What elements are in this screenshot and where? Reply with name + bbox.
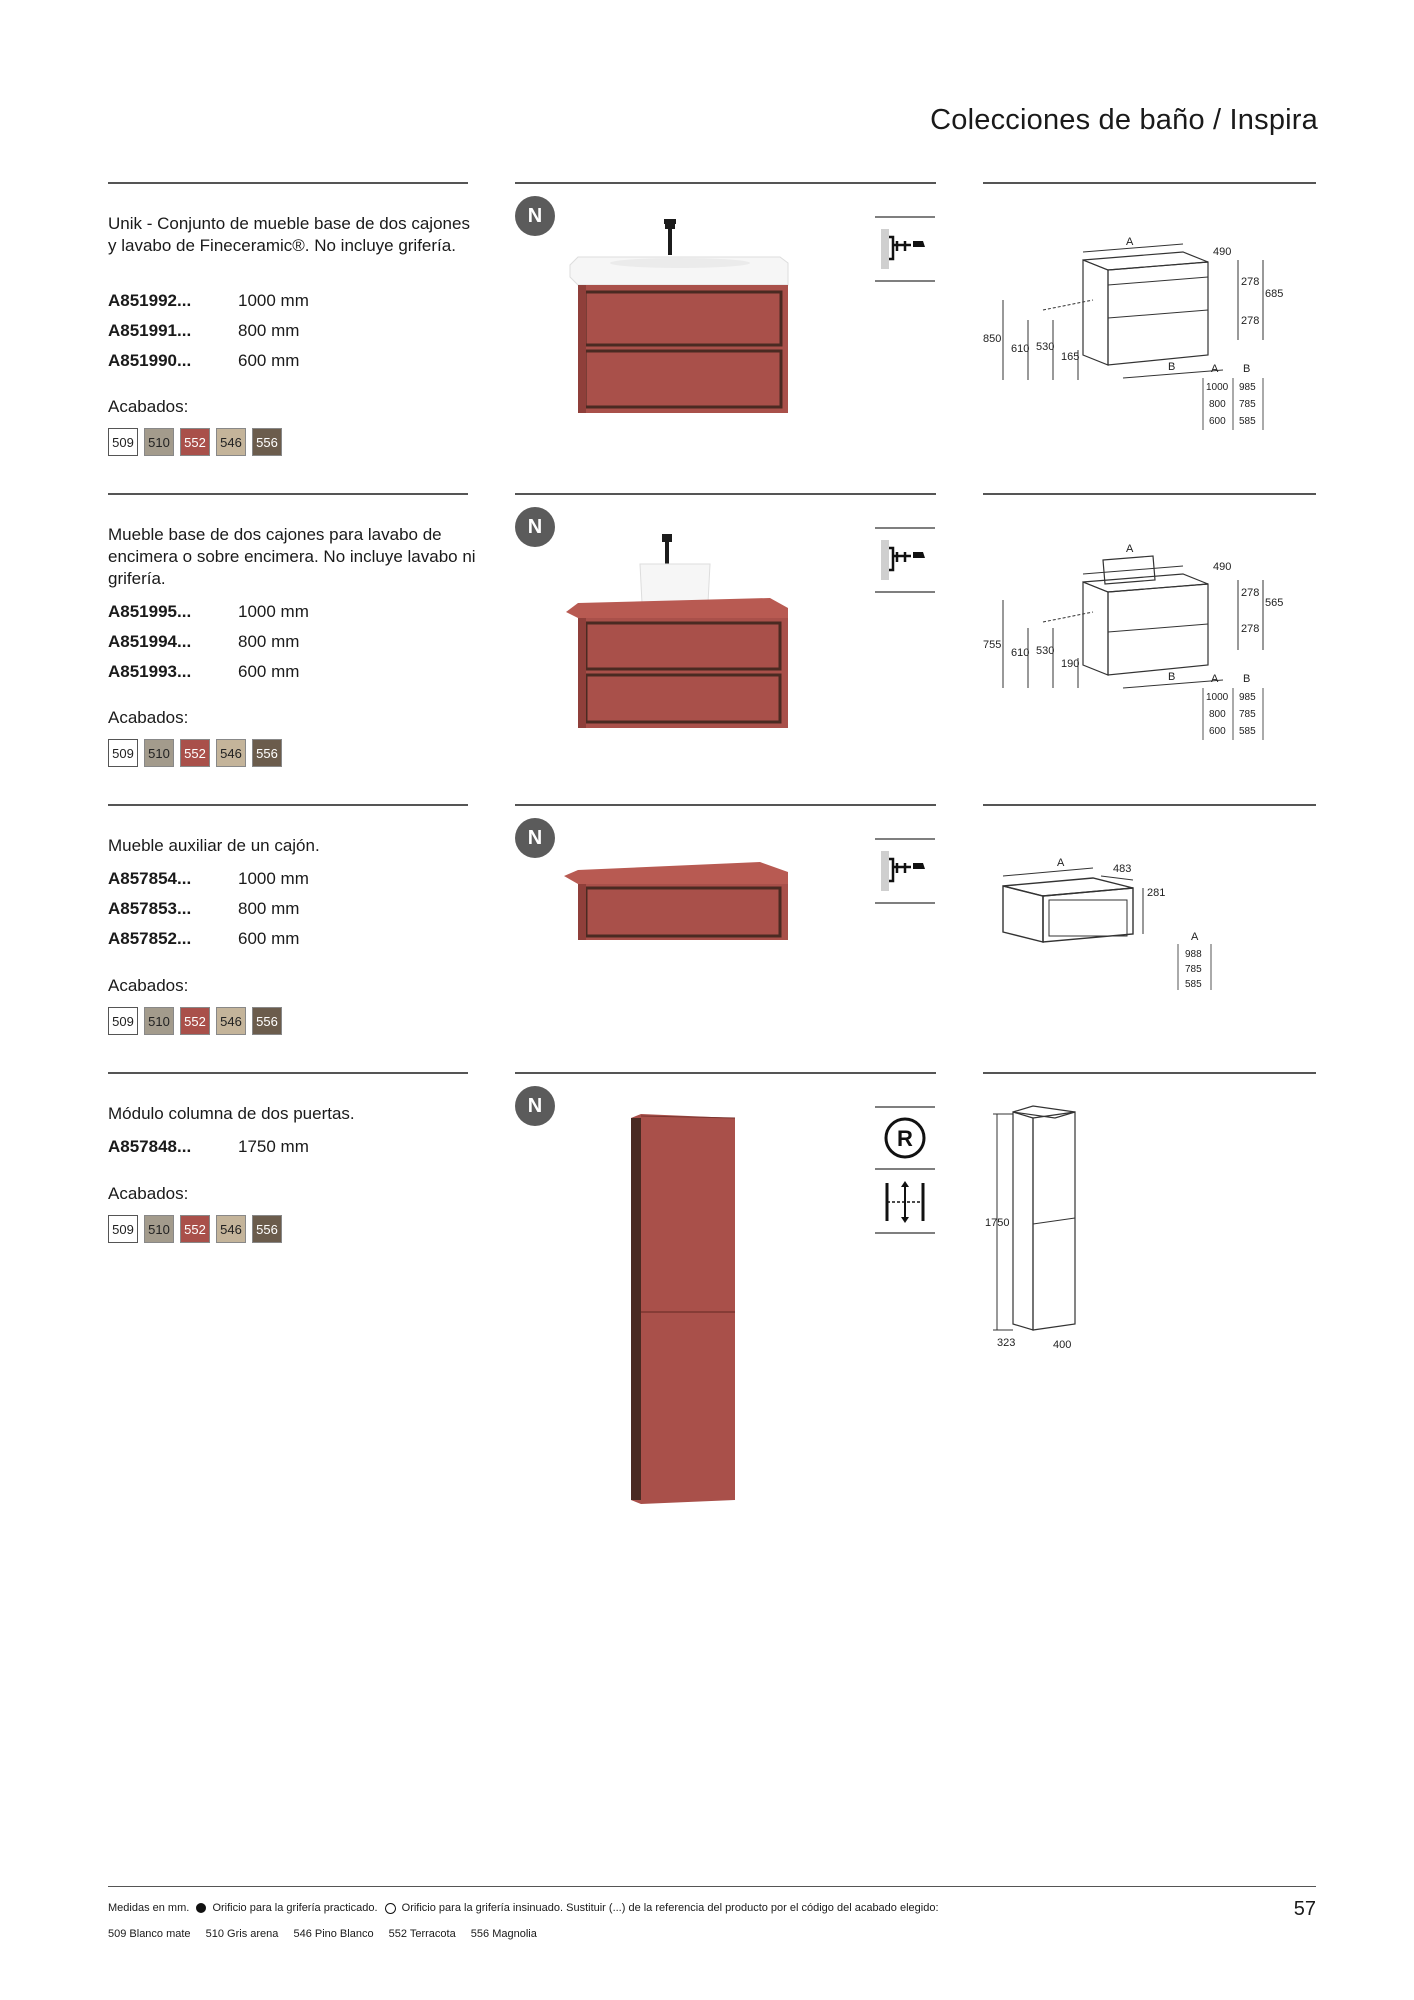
product-size: 600 mm	[238, 929, 300, 948]
code-row	[108, 597, 468, 627]
dim-label: 400	[1053, 1339, 1072, 1350]
empty-circle-icon	[385, 1903, 396, 1914]
divider	[983, 182, 1316, 184]
dim-label: 165	[1061, 351, 1080, 363]
finish-swatches	[108, 1215, 282, 1243]
dim-label: 483	[1113, 863, 1132, 875]
dim-label: 530	[1036, 645, 1055, 657]
product-size: 800 mm	[238, 899, 300, 918]
product-code: A851995...	[108, 602, 192, 621]
swatch-552: 552	[180, 1215, 210, 1243]
filled-circle-icon	[196, 1903, 206, 1913]
divider	[515, 804, 936, 806]
technical-drawing	[983, 850, 1313, 990]
swatch-546: 546	[216, 1215, 246, 1243]
table-cell: 985	[1239, 692, 1256, 703]
product-size: 600 mm	[238, 662, 300, 681]
divider	[983, 493, 1316, 495]
dim-label: A	[1126, 236, 1134, 248]
product-description: Mueble base de dos cajones para lavabo de encimera o sobre encimera. No incluye lavabo ni grifería.	[108, 525, 476, 588]
code-row	[108, 316, 468, 346]
dim-label: 685	[1265, 288, 1284, 300]
table-cell: 585	[1239, 726, 1256, 737]
product-code: A851992...	[108, 291, 192, 310]
wall-mount-icon	[875, 215, 935, 283]
dim-label: 490	[1213, 561, 1232, 573]
product-codes	[108, 286, 468, 376]
code-row	[108, 924, 468, 954]
divider	[983, 1072, 1316, 1074]
code-row	[108, 286, 468, 316]
vanity-unit-photo	[560, 215, 800, 415]
finishes-label: Acabados:	[108, 397, 189, 416]
dim-label: 278	[1241, 315, 1260, 327]
new-badge: N	[515, 818, 555, 858]
table-header: B	[1243, 363, 1251, 375]
dim-label: 190	[1061, 658, 1080, 670]
table-header: A	[1191, 931, 1199, 943]
product-code: A857852...	[108, 929, 192, 948]
table-cell: 800	[1209, 399, 1226, 410]
divider	[515, 493, 936, 495]
product-code: A851993...	[108, 662, 192, 681]
finish-name: 552 Terracota	[388, 1928, 456, 1940]
swatch-546: 546	[216, 1007, 246, 1035]
table-cell: 988	[1185, 949, 1202, 960]
new-badge: N	[515, 507, 555, 547]
dim-label: 278	[1241, 276, 1260, 288]
table-cell: 585	[1185, 979, 1202, 990]
divider	[108, 804, 468, 806]
footer-divider	[108, 1886, 1316, 1887]
finishes-label: Acabados:	[108, 708, 189, 727]
swatch-510: 510	[144, 1007, 174, 1035]
countertop-unit-photo	[560, 528, 800, 733]
swatch-552: 552	[180, 739, 210, 767]
product-codes	[108, 597, 468, 687]
product-code: A851990...	[108, 351, 192, 370]
divider	[108, 182, 468, 184]
dim-label: 755	[983, 639, 1002, 651]
product-size: 1000 mm	[238, 291, 309, 310]
divider	[515, 1072, 936, 1074]
product-size: 1000 mm	[238, 602, 309, 621]
finishes-label: Acabados:	[108, 1184, 189, 1203]
swatch-509: 509	[108, 428, 138, 456]
swatch-546: 546	[216, 739, 246, 767]
table-header: A	[1211, 673, 1219, 685]
wall-mount-icon	[875, 526, 935, 594]
dim-label: A	[1126, 543, 1134, 555]
new-badge: N	[515, 1086, 555, 1126]
column-unit-photo	[625, 1112, 745, 1507]
product-code: A857848...	[108, 1137, 192, 1156]
dim-label: B	[1168, 671, 1176, 683]
product-size: 800 mm	[238, 632, 300, 651]
finish-name: 556 Magnolia	[470, 1928, 537, 1940]
finish-name: 546 Pino Blanco	[293, 1928, 374, 1940]
footer-note: Orificio para la grifería insinuado. Sustituir (...) de la referencia del producto por el código del acabado elegido:	[401, 1902, 939, 1914]
footer-note: Medidas en mm.	[108, 1902, 190, 1914]
product-code: A857854...	[108, 869, 192, 888]
product-code: A851994...	[108, 632, 192, 651]
reversible-icon-label: R	[897, 1126, 913, 1151]
reversible-icon	[875, 1105, 935, 1235]
swatch-556: 556	[252, 1007, 282, 1035]
swatch-556: 556	[252, 739, 282, 767]
dim-label: 323	[997, 1337, 1016, 1349]
product-codes	[108, 1132, 468, 1162]
technical-drawing	[983, 1100, 1183, 1350]
divider	[515, 182, 936, 184]
product-code: A857853...	[108, 899, 192, 918]
code-row	[108, 894, 468, 924]
page-title: Colecciones de baño / Inspira	[930, 104, 1318, 136]
product-size: 1750 mm	[238, 1137, 309, 1156]
swatch-556: 556	[252, 428, 282, 456]
divider	[983, 804, 1316, 806]
table-cell: 1000	[1206, 692, 1229, 703]
finish-swatches	[108, 739, 282, 767]
new-badge: N	[515, 196, 555, 236]
dim-label: 490	[1213, 246, 1232, 258]
table-cell: 785	[1239, 709, 1256, 720]
technical-drawing	[983, 230, 1313, 430]
drawer-unit-photo	[560, 850, 800, 950]
product-description: Módulo columna de dos puertas.	[108, 1104, 355, 1123]
dim-label: 565	[1265, 597, 1284, 609]
table-cell: 600	[1209, 416, 1226, 427]
icon-panel	[875, 1105, 935, 1235]
product-code: A851991...	[108, 321, 192, 340]
dim-label: A	[1057, 857, 1065, 869]
dim-label: 530	[1036, 341, 1055, 353]
swatch-552: 552	[180, 428, 210, 456]
finish-swatches	[108, 428, 282, 456]
dim-label: 278	[1241, 587, 1260, 599]
table-cell: 785	[1239, 399, 1256, 410]
dim-label: 278	[1241, 623, 1260, 635]
footer-note: Orificio para la grifería practicado.	[212, 1902, 378, 1914]
table-header: B	[1243, 673, 1251, 685]
divider	[108, 493, 468, 495]
page-number: 57	[1293, 1898, 1316, 1920]
swatch-509: 509	[108, 1215, 138, 1243]
table-header: A	[1211, 363, 1219, 375]
product-size: 800 mm	[238, 321, 300, 340]
dim-label: B	[1168, 361, 1176, 373]
swatch-510: 510	[144, 739, 174, 767]
swatch-509: 509	[108, 1007, 138, 1035]
table-cell: 785	[1185, 964, 1202, 975]
footer-notes	[108, 1902, 939, 1914]
dim-label: 1750	[985, 1217, 1010, 1229]
code-row	[108, 864, 468, 894]
table-cell: 600	[1209, 726, 1226, 737]
swatch-556: 556	[252, 1215, 282, 1243]
finish-swatches	[108, 1007, 282, 1035]
swatch-509: 509	[108, 739, 138, 767]
table-cell: 585	[1239, 416, 1256, 427]
swatch-510: 510	[144, 428, 174, 456]
table-cell: 1000	[1206, 382, 1229, 393]
swatch-510: 510	[144, 1215, 174, 1243]
table-cell: 800	[1209, 709, 1226, 720]
product-size: 600 mm	[238, 351, 300, 370]
code-row	[108, 1132, 468, 1162]
product-size: 1000 mm	[238, 869, 309, 888]
dim-label: 610	[1011, 343, 1030, 355]
finish-name: 509 Blanco mate	[108, 1928, 191, 1940]
finish-name: 510 Gris arena	[205, 1928, 279, 1940]
product-description: Mueble auxiliar de un cajón.	[108, 836, 320, 855]
code-row	[108, 346, 468, 376]
code-row	[108, 627, 468, 657]
product-description: Unik - Conjunto de mueble base de dos cajones y lavabo de Fineceramic®. No incluye grifería.	[108, 214, 470, 255]
swatch-546: 546	[216, 428, 246, 456]
technical-drawing	[983, 540, 1313, 740]
swatch-552: 552	[180, 1007, 210, 1035]
wall-mount-icon	[875, 837, 935, 905]
dim-label: 850	[983, 333, 1002, 345]
finish-legend	[108, 1928, 549, 1940]
dim-label: 610	[1011, 647, 1030, 659]
table-cell: 985	[1239, 382, 1256, 393]
dim-label: 281	[1147, 887, 1166, 899]
finishes-label: Acabados:	[108, 976, 189, 995]
divider	[108, 1072, 468, 1074]
code-row	[108, 657, 468, 687]
product-codes	[108, 864, 468, 954]
